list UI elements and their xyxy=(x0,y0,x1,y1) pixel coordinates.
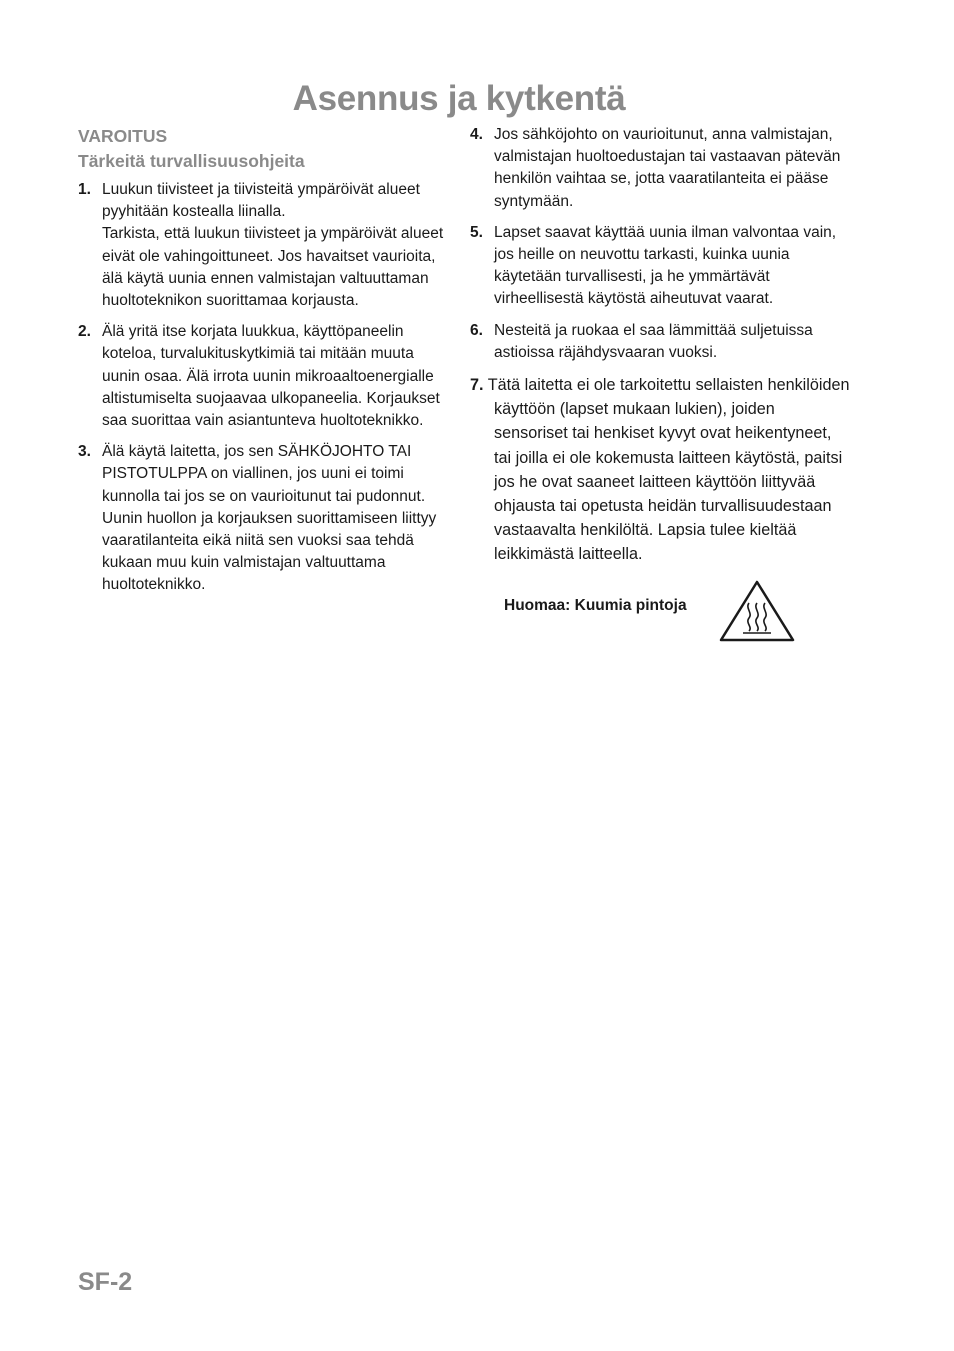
right-column xyxy=(470,124,850,643)
list-item xyxy=(470,320,850,364)
item-number: 1. xyxy=(78,181,91,198)
item-number: 6. xyxy=(470,321,483,339)
item-number: 7. xyxy=(470,376,484,395)
page-number: SF-2 xyxy=(78,1268,133,1296)
left-column xyxy=(78,124,450,606)
item-number: 3. xyxy=(78,443,91,461)
list-item xyxy=(78,441,450,596)
safety-list-left xyxy=(78,179,450,597)
list-item xyxy=(78,179,450,312)
item-body xyxy=(102,441,450,596)
list-item xyxy=(470,222,850,311)
item-body xyxy=(494,222,850,311)
warning-subheading: Tärkeitä turvallisuusohjeita xyxy=(78,151,305,171)
item-number: 4. xyxy=(470,126,483,143)
item-text: Luukun tiivisteet ja tiivisteitä ympäröivät alueet pyyhitään kostealla liinalla. xyxy=(102,181,420,221)
item-body xyxy=(102,321,450,432)
list-item xyxy=(470,373,850,567)
item-text: Jos sähköjohto on vaurioitunut, anna valmistajan, valmistajan huoltoedustajan tai vastaavan pätevän henkilön vaihtaa se, jotta vaaratilanteita ei pääse syntymään. xyxy=(494,126,841,210)
hot-surface-warning-icon xyxy=(718,579,796,643)
item-body xyxy=(494,320,850,364)
page-title: Asennus ja kytkentä xyxy=(292,79,626,119)
item-number: 5. xyxy=(470,223,483,241)
item-text: Tarkista, että luukun tiivisteet ja ympäröivät alueet eivät ole vahingoittuneet. Jos havaitset vaurioita, älä käytä uunia ennen valmistajan valtuuttaman huoltoteknikon suorittamaa korjausta. xyxy=(102,225,444,310)
item-text: Älä yritä itse korjata luukkua, käyttöpaneelin koteloa, turvalukituskytkimiä tai mitään muuta uunin osaa. Älä irrota uunin mikroaaltoenergialle altistumiselta suojaavaa ulkopaneelia. Korjaukset saa suorittaa vain asiantunteva huoltoteknikko. xyxy=(102,323,440,430)
item-body xyxy=(102,179,450,312)
warning-heading-block xyxy=(78,124,450,174)
item-text: Älä käytä laitetta, jos sen SÄHKÖJOHTO TAI PISTOTULPPA on viallinen, jos uuni ei toimi kunnolla tai jos se on vaurioitunut tai pudonnut. Uunin huollon ja korjauksen suorittamiseen liittyy vaaratilanteita eikä niitä sen vuoksi saa tehdä kukaan muu kuin valmistajan valtuuttama huoltoteknikko. xyxy=(102,443,437,594)
item-number: 2. xyxy=(78,323,91,341)
warning-heading: VAROITUS xyxy=(78,126,168,146)
list-item xyxy=(78,321,450,432)
list-item xyxy=(470,124,850,213)
item-text: Nesteitä ja ruokaa el saa lämmittää suljetuissa astioissa räjähdysvaaran vuoksi. xyxy=(494,321,813,361)
hot-surface-note xyxy=(470,579,850,643)
note-label: Huomaa: Kuumia pintoja xyxy=(504,596,687,614)
item-text: Lapset saavat käyttää uunia ilman valvontaa vain, jos heille on neuvottu tarkasti, kuinka uunia käytetään turvallisesti, ja he ymmärtävät virheellisestä käytöstä aiheutuvat vaarat. xyxy=(494,223,837,308)
item-body xyxy=(494,124,850,213)
item-text: Tätä laitetta ei ole tarkoitettu sellaisten henkilöiden käyttöön (lapset mukaan lukien), joiden sensoriset tai henkiset kyvyt ovat heikentyneet, tai joilla ei ole kokemusta laitteen käytöstä, paitsi jos he ovat saaneet laitteen käyttöön liittyvää ohjausta tai opetusta heidän turvallisuudestaan vastaavalta henkilöltä. Lapsia tulee kieltää leikkimästä laitteella. xyxy=(487,376,850,564)
